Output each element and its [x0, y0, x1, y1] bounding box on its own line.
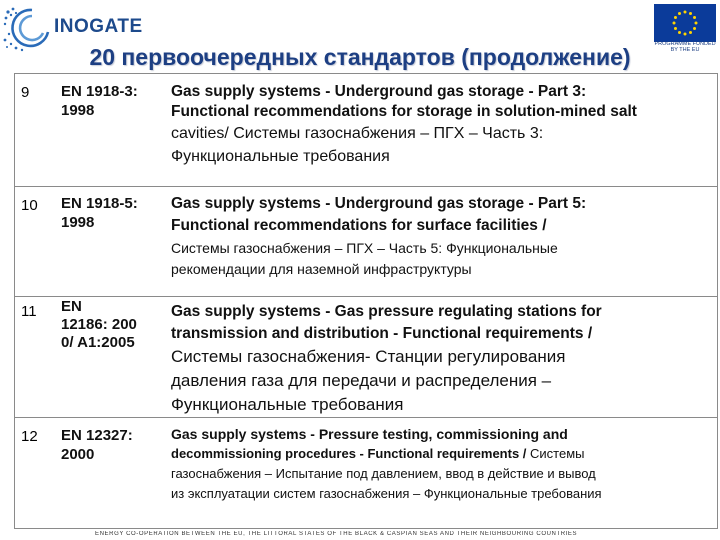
flag-caption: PROGRAMME FUNDED BY THE EU — [654, 41, 716, 53]
standard-description — [171, 193, 586, 279]
description-line — [171, 444, 602, 464]
table-row — [15, 187, 717, 297]
footer-text: ENERGY CO-OPERATION BETWEEN THE EU, THE LITTORAL STATES OF THE BLACK & CASPIAN SEAS AND THEIR NEIGHBOURING COUNTRIES — [95, 531, 578, 537]
eu-star-icon — [674, 27, 677, 30]
eu-star-icon — [678, 31, 681, 34]
table-row — [15, 297, 717, 417]
description-line: Системы газоснабжения- Станции регулирования — [171, 347, 566, 366]
description-line: давления газа для передачи и распределения – — [171, 371, 552, 390]
row-number: 9 — [21, 84, 30, 101]
page-title: 20 первоочередных стандартов (продолжение) — [89, 44, 631, 70]
description-line: Gas supply systems - Gas pressure regulating stations for — [171, 303, 602, 320]
eu-star-icon — [693, 16, 696, 19]
eu-star-icon — [693, 27, 696, 30]
description-line: Функциональные требования — [171, 395, 404, 414]
description-line: Функциональные требования — [171, 148, 390, 165]
standard-code: EN 1918-3: 1998 — [61, 83, 138, 119]
eu-flag-icon — [654, 4, 716, 42]
description-line-bold: decommissioning procedures - Functional requirements / — [171, 446, 527, 461]
description-line: газоснабжения – Испытание под давлением, ввод в действие и вывод — [171, 466, 596, 481]
description-line-tail: Системы — [526, 446, 585, 461]
eu-star-icon — [673, 22, 676, 25]
eu-star-icon — [684, 11, 687, 14]
standard-description — [171, 301, 602, 416]
eu-star-icon — [689, 31, 692, 34]
logo-text: INOGATE — [54, 16, 143, 37]
standard-code: EN 1918-5: 1998 — [61, 195, 138, 231]
eu-star-icon — [678, 12, 681, 15]
description-line: из эксплуатации систем газоснабжения – Функциональные требования — [171, 486, 602, 501]
row-number: 11 — [21, 303, 37, 320]
description-line: Gas supply systems - Underground gas storage - Part 3: — [171, 83, 587, 100]
eu-star-icon — [674, 16, 677, 19]
description-line: Gas supply systems - Pressure testing, commissioning and — [171, 426, 568, 442]
standard-description — [171, 424, 602, 504]
row-number: 10 — [21, 197, 38, 214]
standard-code: EN 12327: 2000 — [61, 427, 133, 463]
standards-table — [14, 73, 718, 529]
row-number: 12 — [21, 428, 38, 445]
eu-star-icon — [689, 12, 692, 15]
description-line: рекомендации для наземной инфраструктуры — [171, 261, 472, 277]
eu-star-icon — [684, 33, 687, 36]
description-line: transmission and distribution - Functional requirements / — [171, 325, 593, 342]
description-line: Системы газоснабжения – ПГХ – Часть 5: Функциональные — [171, 240, 558, 256]
table-row — [15, 418, 717, 528]
standard-code: EN 12186: 200 0/ A1:2005 — [61, 298, 137, 351]
table-row — [15, 74, 717, 186]
description-line: Functional recommendations for storage in solution-mined salt — [171, 103, 637, 120]
standard-description — [171, 82, 637, 168]
eu-star-icon — [695, 22, 698, 25]
description-line: Functional recommendations for surface facilities / — [171, 217, 547, 234]
description-line: Gas supply systems - Underground gas storage - Part 5: — [171, 195, 587, 212]
description-line: cavities/ Системы газоснабжения – ПГХ – Часть 3: — [171, 125, 544, 142]
